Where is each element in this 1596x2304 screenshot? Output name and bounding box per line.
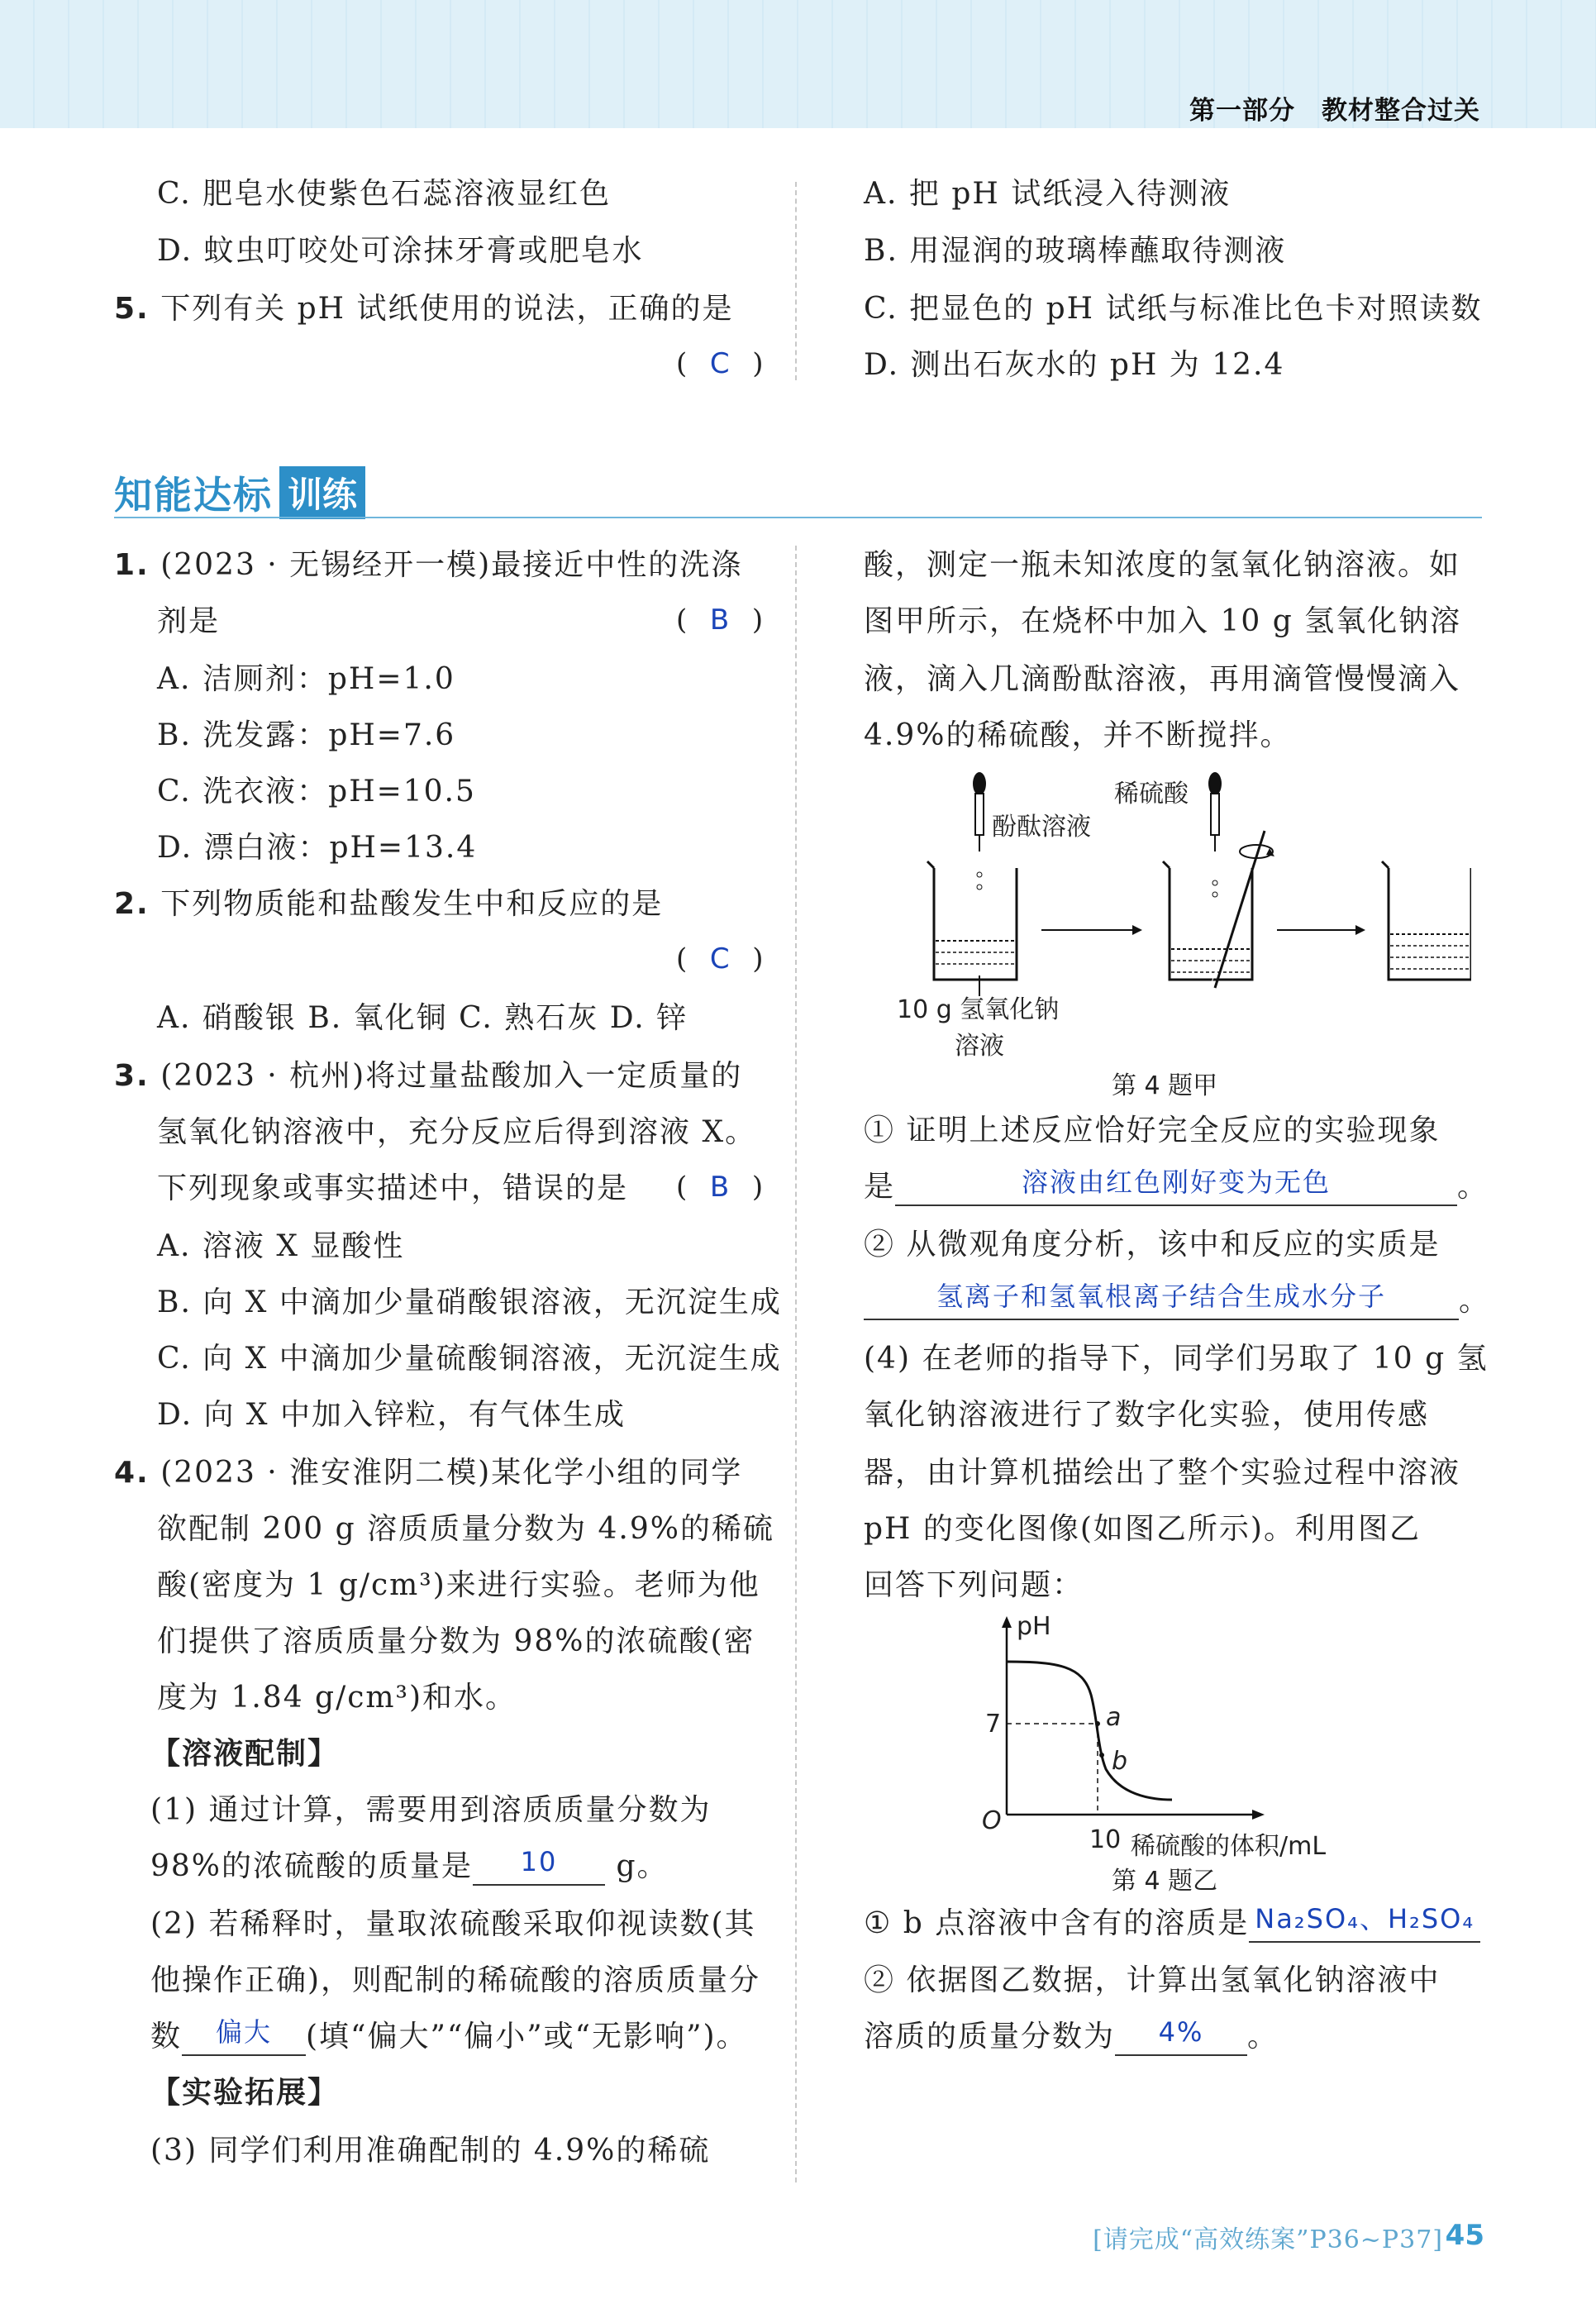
dropper-acid-icon bbox=[1208, 772, 1222, 851]
label-naoh-amount: 10 g 氢氧化钠 bbox=[897, 995, 1060, 1024]
q4-t2-line2 bbox=[864, 2016, 1279, 2056]
q4-t1-prefix: ① b 点溶液中含有的溶质是 bbox=[864, 1906, 1250, 1940]
label-dilute-acid: 稀硫酸 bbox=[1114, 780, 1189, 809]
q4-part4-line2: 氧化钠溶液进行了数字化实验，使用传感 bbox=[864, 1398, 1430, 1432]
q4-part2-suffix: (填“偏大”“偏小”或“无影响”)。 bbox=[306, 2020, 748, 2054]
beaker-2-icon bbox=[1163, 831, 1274, 988]
footer-reference: [请完成“高效练案”P36~P37] bbox=[1093, 2225, 1443, 2254]
x-tick-10: 10 bbox=[1089, 1825, 1122, 1854]
q4-line1-text: (2023 · 淮安淮阴二模)某化学小组的同学 bbox=[160, 1456, 743, 1490]
top-column-divider bbox=[795, 182, 797, 380]
header-title: 第一部分 教材整合过关 bbox=[1189, 96, 1480, 126]
q4-part2-line2: 他操作正确)，则配制的稀硫酸的溶质质量分 bbox=[150, 1963, 761, 1997]
q1-option-b: B. 洗发露：pH=7.6 bbox=[157, 718, 456, 752]
q5-option-b: B. 用湿润的玻璃棒蘸取待测液 bbox=[864, 234, 1287, 268]
beaker-1-icon bbox=[927, 861, 1017, 996]
q4-part1-prefix: 98%的浓硫酸的质量是 bbox=[150, 1849, 474, 1883]
q4-part1-blank bbox=[473, 1848, 605, 1886]
q4-part4-line4: pH 的变化图像(如图乙所示)。利用图乙 bbox=[864, 1512, 1421, 1546]
q4-number: 4. bbox=[114, 1456, 150, 1490]
q4-s2-line1: ② 从微观角度分析，该中和反应的实质是 bbox=[864, 1228, 1441, 1262]
q3-option-c: C. 向 X 中滴加少量硫酸铜溶液，无沉淀生成 bbox=[157, 1342, 782, 1376]
q4-s1-line2 bbox=[864, 1166, 1489, 1206]
point-b-marker bbox=[1099, 1753, 1104, 1758]
q4-line3: 酸(密度为 1 g/cm³)来进行实验。老师为他 bbox=[157, 1568, 760, 1602]
q4-line5: 度为 1.84 g/cm³)和水。 bbox=[157, 1681, 517, 1715]
q3-answer: B bbox=[709, 1171, 731, 1204]
q1-answer: B bbox=[709, 603, 731, 637]
q4-part1-answer: 10 bbox=[520, 1846, 558, 1877]
q5-option-a: A. 把 pH 试纸浸入待测液 bbox=[864, 177, 1232, 211]
q4-part2-answer: 偏大 bbox=[216, 2016, 273, 2048]
label-phenolphthalein: 酚酞溶液 bbox=[992, 813, 1091, 842]
q5-number: 5. bbox=[114, 292, 150, 326]
q4-t1-line bbox=[864, 1903, 1480, 1943]
q4-s1-blank bbox=[895, 1166, 1457, 1206]
q4-part2-line3 bbox=[150, 2016, 748, 2056]
label-naoh-solution: 溶液 bbox=[955, 1032, 1004, 1061]
q4-cont-line3: 液，滴入几滴酚酞溶液，再用滴管慢慢滴入 bbox=[864, 662, 1461, 696]
q5-answer-bracket: ( C ) bbox=[676, 347, 765, 380]
q4-line1 bbox=[114, 1455, 742, 1491]
q3-number: 3. bbox=[114, 1059, 150, 1093]
q4-s1-prefix: 是 bbox=[864, 1170, 896, 1204]
section-title-badge: 训练 bbox=[279, 466, 365, 519]
q4-s1-suffix: 。 bbox=[1457, 1170, 1489, 1204]
q5-stem-text: 下列有关 pH 试纸使用的说法，正确的是 bbox=[160, 292, 734, 326]
q2-answer-bracket: ( C ) bbox=[676, 942, 765, 976]
q3-line2: 氢氧化钠溶液中，充分反应后得到溶液 X。 bbox=[157, 1115, 757, 1149]
section-title bbox=[114, 465, 365, 520]
q4-t1-answer: Na₂SO₄、H₂SO₄ bbox=[1255, 1903, 1475, 1934]
q4-sub-heading-extension: 【实验拓展】 bbox=[150, 2075, 340, 2110]
ph-y-label: pH bbox=[1017, 1612, 1051, 1641]
page-number: 45 bbox=[1445, 2219, 1484, 2252]
q3-line1 bbox=[114, 1058, 742, 1094]
q4-part1-line1: (1) 通过计算，需要用到溶质质量分数为 bbox=[150, 1793, 712, 1827]
q3-option-b: B. 向 X 中滴加少量硝酸银溶液，无沉淀生成 bbox=[157, 1286, 782, 1319]
section-underline bbox=[114, 517, 1482, 518]
q1-option-d: D. 漂白液：pH=13.4 bbox=[157, 831, 478, 865]
point-a-marker bbox=[1095, 1721, 1100, 1726]
q4-s2-blank bbox=[864, 1283, 1459, 1320]
q1-line2: 剂是 bbox=[157, 604, 221, 638]
q4-t2-answer: 4% bbox=[1158, 2016, 1204, 2048]
q4-part4-line5: 回答下列问题： bbox=[864, 1568, 1084, 1602]
q4-sub-heading-preparation: 【溶液配制】 bbox=[150, 1736, 340, 1771]
q1-number: 1. bbox=[114, 548, 150, 582]
q1-line1-text: (2023 · 无锡经开一模)最接近中性的洗涤 bbox=[160, 548, 743, 582]
origin-label: O bbox=[982, 1806, 1002, 1835]
q4-s1-line1: ① 证明上述反应恰好完全反应的实验现象 bbox=[864, 1114, 1441, 1147]
q4-part1-line2 bbox=[150, 1848, 669, 1886]
q4-t2-line1: ② 依据图乙数据，计算出氢氧化钠溶液中 bbox=[864, 1963, 1441, 1997]
figure-a-caption: 第 4 题甲 bbox=[1112, 1071, 1218, 1100]
q4-s2-line2 bbox=[864, 1283, 1490, 1320]
q4-s2-suffix: 。 bbox=[1459, 1284, 1491, 1318]
section-title-main: 知能达标 bbox=[114, 473, 273, 518]
point-a-label: a bbox=[1106, 1703, 1122, 1732]
q5-option-d: D. 测出石灰水的 pH 为 12.4 bbox=[864, 348, 1285, 382]
q4-part4-line1: (4) 在老师的指导下，同学们另取了 10 g 氢 bbox=[864, 1342, 1489, 1376]
q3-line1-text: (2023 · 杭州)将过量盐酸加入一定质量的 bbox=[160, 1059, 743, 1093]
q4-t2-suffix: 。 bbox=[1247, 2020, 1279, 2054]
point-b-label: b bbox=[1112, 1747, 1128, 1776]
top-option-c: C. 肥皂水使紫色石蕊溶液显红色 bbox=[157, 177, 612, 211]
q2-stem bbox=[114, 886, 663, 922]
q4-t2-prefix: 溶质的质量分数为 bbox=[864, 2020, 1116, 2054]
q4-part4-line3: 器，由计算机描绘出了整个实验过程中溶液 bbox=[864, 1456, 1461, 1490]
q1-answer-bracket: ( B ) bbox=[676, 603, 765, 637]
q4-part3-line1: (3) 同学们利用准确配制的 4.9%的稀硫 bbox=[150, 2134, 711, 2168]
q4-part1-suffix: g。 bbox=[616, 1849, 669, 1883]
q4-t1-blank bbox=[1249, 1903, 1480, 1943]
q2-answer: C bbox=[709, 942, 731, 976]
q4-t2-blank bbox=[1115, 2016, 1247, 2056]
q1-option-c: C. 洗衣液：pH=10.5 bbox=[157, 775, 476, 809]
q5-answer: C bbox=[709, 347, 731, 380]
q4-s1-answer: 溶液由红色刚好变为无色 bbox=[1022, 1166, 1332, 1198]
ph-curve-line bbox=[1007, 1662, 1172, 1800]
q4-part2-prefix: 数 bbox=[150, 2020, 183, 2054]
q2-options: A. 硝酸银 B. 氧化铜 C. 熟石灰 D. 锌 bbox=[157, 1001, 688, 1035]
q3-answer-bracket: ( B ) bbox=[676, 1171, 765, 1204]
q4-cont-line2: 图甲所示，在烧杯中加入 10 g 氢氧化钠溶 bbox=[864, 604, 1462, 638]
beaker-3-icon bbox=[1382, 861, 1471, 980]
q5-stem bbox=[114, 291, 734, 327]
figure-b-caption: 第 4 题乙 bbox=[1112, 1867, 1218, 1896]
q4-part2-blank bbox=[182, 2016, 306, 2056]
ph-tick-7: 7 bbox=[985, 1710, 1002, 1739]
main-column-divider bbox=[795, 546, 797, 2182]
q3-option-d: D. 向 X 中加入锌粒，有气体生成 bbox=[157, 1398, 626, 1432]
q4-line2: 欲配制 200 g 溶质质量分数为 4.9%的稀硫 bbox=[157, 1512, 774, 1546]
q2-number: 2. bbox=[114, 887, 150, 921]
q4-part2-line1: (2) 若稀释时，量取浓硫酸采取仰视读数(其 bbox=[150, 1907, 756, 1941]
q5-option-c: C. 把显色的 pH 试纸与标准比色卡对照读数 bbox=[864, 292, 1483, 326]
q4-cont-line1: 酸，测定一瓶未知浓度的氢氧化钠溶液。如 bbox=[864, 548, 1461, 582]
q2-stem-text: 下列物质能和盐酸发生中和反应的是 bbox=[160, 887, 664, 921]
q1-line1 bbox=[114, 547, 742, 583]
x-axis-label: 稀硫酸的体积/mL bbox=[1131, 1832, 1327, 1861]
top-option-d: D. 蚊虫叮咬处可涂抹牙膏或肥皂水 bbox=[157, 234, 644, 268]
q1-option-a: A. 洁厕剂：pH=1.0 bbox=[157, 662, 455, 696]
q4-s2-answer: 氢离子和氢氧根离子结合生成水分子 bbox=[936, 1281, 1386, 1312]
q3-line3: 下列现象或事实描述中，错误的是 bbox=[157, 1171, 629, 1205]
dropper-phenolphthalein-icon bbox=[973, 772, 986, 851]
q3-option-a: A. 溶液 X 显酸性 bbox=[157, 1229, 405, 1263]
q4-cont-line4: 4.9%的稀硫酸，并不断搅拌。 bbox=[864, 718, 1292, 752]
q4-line4: 们提供了溶质质量分数为 98%的浓硫酸(密 bbox=[157, 1624, 755, 1658]
